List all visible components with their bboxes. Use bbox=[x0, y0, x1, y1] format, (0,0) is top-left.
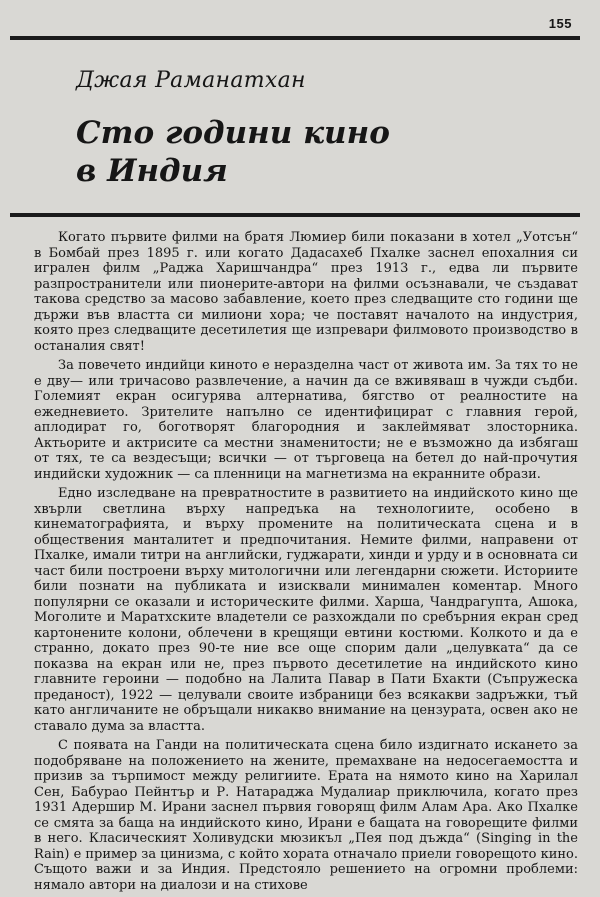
article-body bbox=[34, 230, 578, 897]
paragraph: Когато първите филми на братя Люмиер били показани в хотел „Уотсън“ в Бомбай през 1895 г. или когато Дадасахеб Пхалке заснел епохалния си игрален филм „Раджа Харишчандра“ през 1913 г., едва ли първите разпространители или пионерите-автори на филми осъзнавали, че създават такова средство за масово забавление, което през следващите сто години ще държи във властта си милиони хора; че поставят началото на индустрия, която през следващите десетилетия ще изпревари филмовото производство в останалия свят! bbox=[34, 230, 578, 354]
page-number: 155 bbox=[548, 16, 572, 31]
paragraph: С появата на Ганди на политическата сцена било издигнато искането за подобряване на положението на жените, премахване на недосегаемостта и призив за търпимост между религиите. Ерата на нямото кино на Харилал Сен, Бабурао Пейнтър и Р. Натараджа Мудалиар приключила, когато през 1931 Адершир М. Ирани заснел първия говорящ филм Алам Ара. Ако Пхалке се смята за баща на индийското кино, Ирани е бащата на говорещите филми в него. Класическият Холивудски мюзикъл „Пея под дъжда“ (Singing in the Rain) е пример за цинизма, с който хората отначало приели говорещото кино. Същото важи и за Индия. Предстояло решението на огромни проблеми: нямало автори на диалози и на стихове bbox=[34, 738, 579, 893]
title-line-2: в Индия bbox=[76, 153, 228, 189]
paragraph: За повечето индийци киното е неразделна част от живота им. За тях то не е дву— или тричасово развлечение, а начин да се вживяваш в чужди съдби. Големият екран осигурява алтернатива, бягство от реалностите на ежедневието. Зрителите напълно се идентифицират с главния герой, аплодират го, боготворят благородния и заклеймяват злосторника. Актьорите и актрисите са местни знаменитости; не е възможно да избягаш от тях, те са вездесъщи; всички — от търговеца на бетел до най-прочутия индийски художник — са пленници на магнетизма на екранните образи. bbox=[34, 358, 578, 482]
author-name: Джая Раманатхан bbox=[76, 68, 306, 93]
title-rule bbox=[10, 213, 580, 217]
article-title bbox=[76, 114, 390, 190]
title-line-1: Сто години кино bbox=[76, 115, 390, 151]
paragraph: Едно изследване на превратностите в развитието на индийското кино ще хвърли светлина върху напредъка на технологиите, особено в кинематографията, и върху промените на политическата сцена и в обществения манталитет и предпочитания. Немите филми, направени от Пхалке, имали титри на английски, гуджарати, хинди и урду и в основната си част били построени върху митологични или легендарни сюжети. Историите били познати на публиката и изисквали минимален коментар. Много популярни се оказали и историческите филми. Харша, Чандрагупта, Ашока, Моголите и Маратхските владетели се разхождали по сребърния екран сред картонените колони, облечени в крещящи евтини костюми. Колкото и да е странно, докато през 90-те ние все още спорим дали „целувката“ да се показва на екран или не, през първото десетилетие на индийското кино главните героини — подобно на Лалита Павар в Пати Бхакти (Съпружеска преданост), 1922 — целували своите избраници без всякакви задръжки, тъй като англичаните не обръщали никакво внимание на цензурата, освен ако не ставало дума за властта. bbox=[34, 486, 578, 734]
top-rule bbox=[10, 36, 580, 40]
